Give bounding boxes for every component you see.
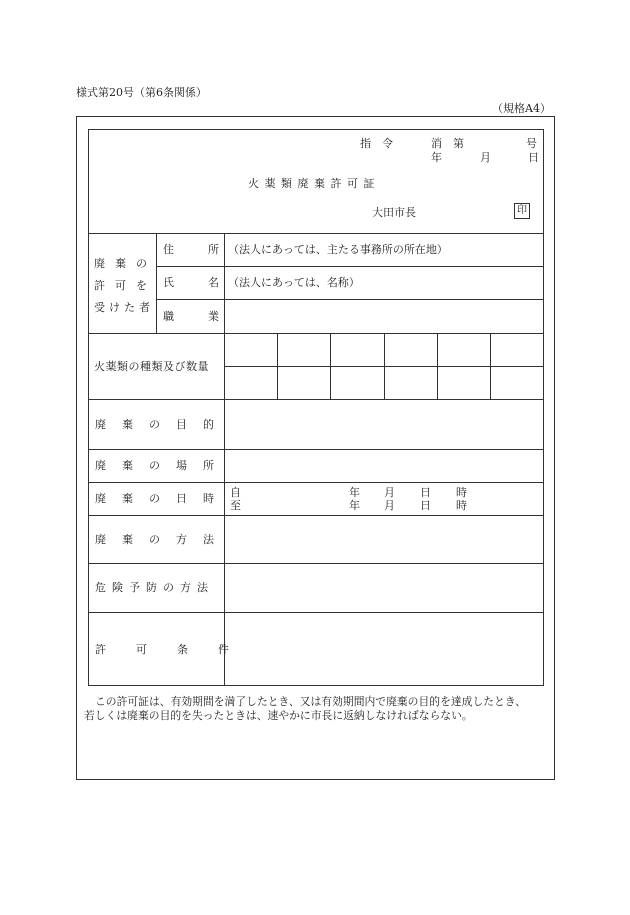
from-day: 日 <box>420 486 431 499</box>
to-month: 月 <box>384 499 395 512</box>
explosives-label: 火薬類の種類及び数量 <box>94 360 209 373</box>
place-label: 廃棄の場所 <box>95 459 230 472</box>
occupation-label: 職業 <box>163 310 253 323</box>
seal-stamp: 印 <box>514 203 530 219</box>
tsuki-label: 月 <box>480 151 491 164</box>
paper-size: （規格A4） <box>492 102 551 115</box>
name-label: 氏名 <box>163 276 253 289</box>
nen-label: 年 <box>431 151 442 164</box>
purpose-label: 廃棄の目的 <box>95 418 230 431</box>
inner-frame <box>88 129 544 686</box>
address-label: 住所 <box>163 243 253 256</box>
to-label: 至 <box>230 499 241 512</box>
issuer-name: 大田市長 <box>372 206 416 219</box>
to-day: 日 <box>420 499 431 512</box>
address-note: （法人にあっては、主たる事務所の所在地） <box>228 243 448 256</box>
from-label: 自 <box>230 486 241 499</box>
shobo-label: 消 第 <box>431 137 464 150</box>
hi-label: 日 <box>528 151 539 164</box>
shirei-label: 指 令 <box>360 137 393 150</box>
conditions-label: 許可条件 <box>95 643 259 656</box>
notice-line1: この許可証は、有効期間を満了したとき、又は有効期間内で廃棄の目的を達成したとき、 <box>95 695 527 708</box>
from-hour: 時 <box>456 486 467 499</box>
permittee-label-line3: 受けた者 <box>94 301 154 314</box>
from-month: 月 <box>384 486 395 499</box>
to-year: 年 <box>349 499 360 512</box>
permittee-label-line2: 許可を <box>94 279 157 292</box>
form-number: 様式第20号（第6条関係） <box>76 86 207 99</box>
document-title: 火薬類廃棄許可証 <box>248 177 380 190</box>
danger-label: 危険予防の方法 <box>95 581 214 594</box>
datetime-label: 廃棄の日時 <box>95 492 230 505</box>
to-hour: 時 <box>456 499 467 512</box>
from-year: 年 <box>349 486 360 499</box>
permittee-label-line1: 廃棄の <box>94 257 157 270</box>
go-label: 号 <box>526 137 537 150</box>
method-label: 廃棄の方法 <box>95 533 230 546</box>
notice-line2: 若しくは廃棄の目的を失ったときは、速やかに市長に返納しなければならない。 <box>84 709 473 722</box>
name-note: （法人にあっては、名称） <box>228 276 360 289</box>
